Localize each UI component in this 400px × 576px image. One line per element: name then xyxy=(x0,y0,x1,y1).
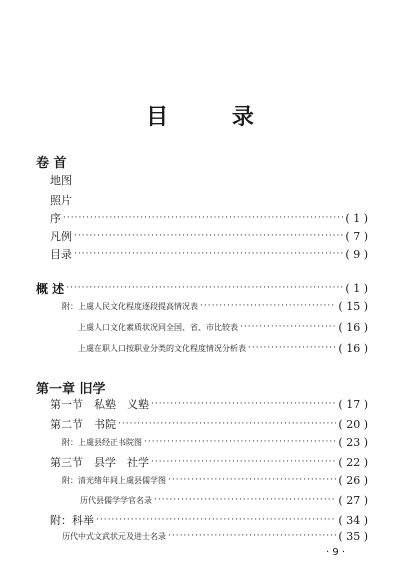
leader-dots xyxy=(240,322,336,333)
toc-entry[interactable] xyxy=(50,512,368,528)
leader-dots xyxy=(66,283,343,294)
leader-dots xyxy=(248,343,336,354)
toc-entry-page: ( 17 ) xyxy=(338,397,368,411)
toc-entry[interactable] xyxy=(50,396,368,412)
toc-entry-page: ( 23 ) xyxy=(338,436,368,449)
toc-entry-label: 附：科举 xyxy=(50,514,94,527)
toc-entry-page: ( 27 ) xyxy=(338,494,368,507)
toc-entry-label: 第一节 私塾 义塾 xyxy=(50,398,149,411)
toc-entry[interactable] xyxy=(78,342,368,355)
leader-dots xyxy=(96,515,336,526)
toc-entry-page: ( 20 ) xyxy=(338,417,368,431)
toc-entry-label: 第二节 书院 xyxy=(50,418,116,431)
toc-entry-label: 历代县儒学学官名录 xyxy=(80,496,152,505)
toc-entry-page: ( 35 ) xyxy=(338,530,368,543)
toc-entry[interactable] xyxy=(62,436,368,449)
toc-entry-label: 第三节 县学 社学 xyxy=(50,456,149,469)
page-number-footer: · 9 · xyxy=(326,547,346,558)
toc-entry[interactable] xyxy=(50,246,368,262)
toc-entry-page: ( 16 ) xyxy=(338,321,368,334)
toc-entry[interactable] xyxy=(62,300,368,313)
leader-dots xyxy=(118,419,336,430)
toc-entry-label: 目录 xyxy=(50,248,72,261)
toc-entry-page: ( 1 ) xyxy=(345,282,368,295)
leader-dots xyxy=(151,399,336,410)
toc-plain-item: 地图 xyxy=(50,174,72,187)
toc-entry-page: ( 22 ) xyxy=(338,455,368,469)
chapter-heading: 第一章 旧学 xyxy=(36,382,106,397)
section-heading-front: 卷 首 xyxy=(36,156,67,171)
toc-entry-page: ( 26 ) xyxy=(338,474,368,487)
toc-entry-page: ( 34 ) xyxy=(338,513,368,527)
leader-dots xyxy=(154,495,336,506)
page-title: 目 录 xyxy=(146,105,282,130)
toc-entry[interactable] xyxy=(50,454,368,470)
toc-entry[interactable] xyxy=(62,474,368,487)
leader-dots xyxy=(200,301,336,312)
toc-entry-page: ( 16 ) xyxy=(338,342,368,355)
leader-dots xyxy=(151,457,336,468)
toc-entry[interactable] xyxy=(50,210,368,226)
leader-dots xyxy=(74,231,343,242)
toc-entry-label: 附：上虞人民文化程度逐段提高情况表 xyxy=(62,302,198,311)
toc-entry[interactable] xyxy=(80,494,368,507)
toc-entry[interactable] xyxy=(50,416,368,432)
leader-dots xyxy=(63,213,343,224)
toc-entry-page: ( 7 ) xyxy=(345,229,368,243)
toc-entry[interactable] xyxy=(62,530,368,543)
leader-dots xyxy=(168,475,336,486)
toc-entry-label: 附：上虞县经正书院图 xyxy=(62,438,142,447)
toc-entry-page: ( 1 ) xyxy=(345,211,368,225)
toc-entry-label: 凡例 xyxy=(50,230,72,243)
leader-dots xyxy=(168,531,336,542)
toc-entry-page: ( 15 ) xyxy=(338,300,368,313)
toc-entry-label: 上虞人口文化素质状况同全国、省、市比较表 xyxy=(78,323,238,332)
section-heading-overview: 概 述 xyxy=(36,282,65,296)
toc-entry-overview[interactable] xyxy=(36,280,368,297)
toc-entry-label: 上虞在职人口按职业分类的文化程度情况分析表 xyxy=(78,344,246,353)
toc-entry-label: 附：清光绪年间上虞县儒学图 xyxy=(62,476,166,485)
toc-entry-label: 序 xyxy=(50,212,61,225)
toc-plain-item: 照片 xyxy=(50,194,72,207)
toc-entry[interactable] xyxy=(50,228,368,244)
leader-dots xyxy=(144,437,336,448)
toc-entry-label: 历代中式文武状元及进士名录 xyxy=(62,532,166,541)
toc-entry-page: ( 9 ) xyxy=(345,247,368,261)
leader-dots xyxy=(74,249,343,260)
toc-entry[interactable] xyxy=(78,321,368,334)
